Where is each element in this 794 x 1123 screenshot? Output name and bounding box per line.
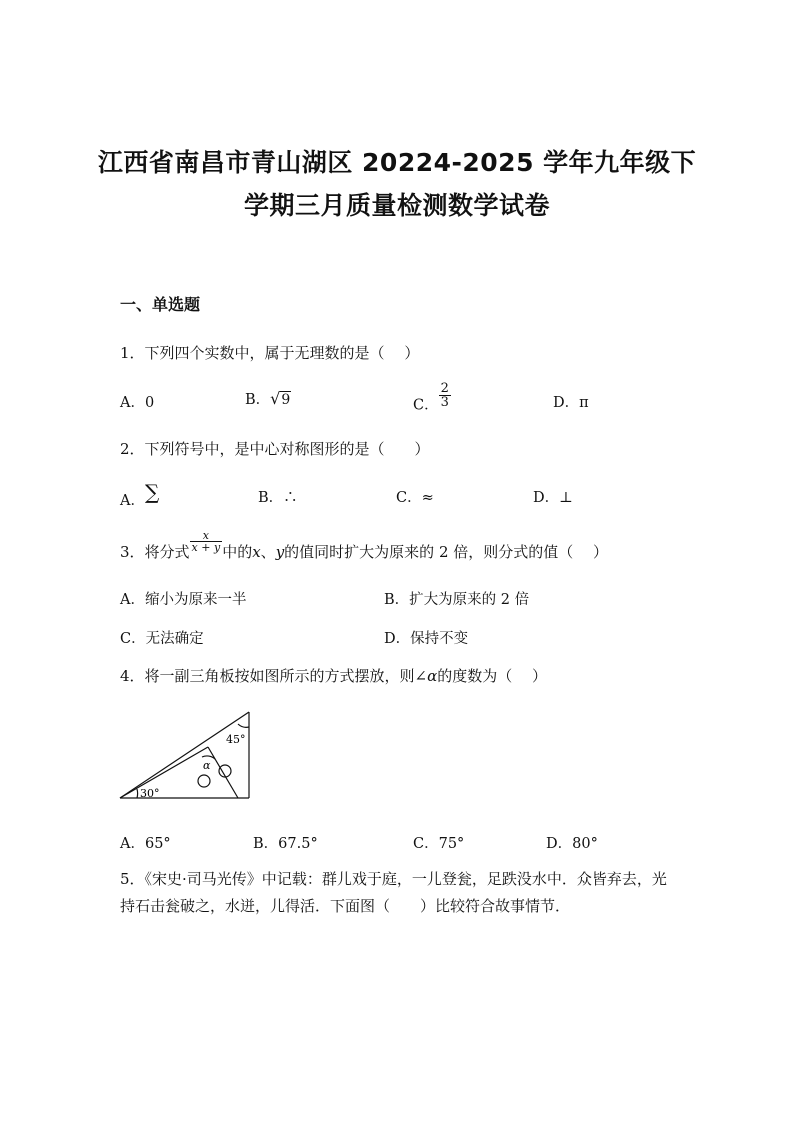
question-2-option-b: B．∴ — [258, 490, 298, 506]
alpha-symbol: α — [427, 667, 438, 685]
question-4-option-d: D．80° — [546, 836, 598, 852]
angle-label-45: 45° — [226, 733, 246, 746]
separator: 、 — [260, 543, 276, 561]
question-2-option-d: D．⊥ — [533, 490, 573, 506]
triangle-hole-1 — [198, 775, 210, 787]
angle-arc-45 — [238, 724, 249, 727]
question-3-option-d: D．保持不变 — [384, 631, 469, 647]
short-leg-30 — [208, 747, 238, 798]
angle-arc-30 — [137, 789, 138, 798]
hypotenuse-30 — [120, 747, 208, 798]
stem-text: 的度数为（ ） — [437, 667, 548, 685]
stem-text: 4．将一副三角板按如图所示的方式摆放，则∠ — [120, 667, 428, 685]
stem-text: 中的 — [222, 543, 253, 561]
variable-x: x — [252, 543, 261, 561]
question-1-option-a: A．0 — [120, 395, 155, 411]
question-3-option-a: A．缩小为原来一半 — [120, 592, 247, 608]
question-5-stem: 5．《宋史·司马光传》中记载：群儿戏于庭，一儿登瓮，足跌没水中．众皆弃去，光持石击瓮破之，水迸，儿得活．下面图（ ）比较符合故事情节． — [120, 870, 667, 915]
fraction — [190, 530, 223, 553]
angle-label-alpha: α — [203, 759, 211, 772]
question-3-stem — [120, 530, 608, 562]
variable-y: y — [275, 543, 285, 561]
question-4-option-c: C．75° — [413, 836, 465, 852]
question-4-option-a: A．65° — [120, 836, 171, 852]
question-2-stem: 2．下列符号中，是中心对称图形的是（ ） — [120, 440, 430, 458]
sqrt-symbol: √9 — [270, 389, 291, 408]
question-3-option-c: C．无法确定 — [120, 631, 204, 647]
question-3-option-b: B．扩大为原来的 2 倍 — [384, 592, 530, 608]
option-label: B． — [245, 392, 271, 408]
angle-label-30: 30° — [140, 787, 160, 800]
stem-text: 的值同时扩大为原来的 2 倍，则分式的值（ ） — [284, 543, 609, 561]
title-line-1: 江西省南昌市青山湖区 20224-2025 学年九年级下 — [97, 148, 697, 177]
radicand: 9 — [281, 392, 291, 408]
question-4-stem — [120, 665, 547, 686]
question-2-option-c: C．≈ — [396, 490, 434, 506]
title-line-2: 学期三月质量检测数学试卷 — [243, 191, 550, 220]
fraction-numerator: 2 — [440, 381, 449, 396]
question-4-option-b: B．67.5° — [253, 836, 318, 852]
section-heading: 一、单选题 — [120, 295, 201, 314]
question-1-option-b — [245, 388, 291, 409]
question-1-option-d: D．π — [553, 395, 589, 411]
fraction — [439, 382, 451, 409]
question-1-option-c — [413, 382, 451, 415]
question-1-stem: 1．下列四个实数中，属于无理数的是（ ） — [120, 344, 420, 362]
stem-text: 3．将分式 — [120, 543, 190, 561]
option-label: A． — [120, 493, 145, 509]
fraction-denominator: 3 — [440, 395, 449, 410]
sigma-symbol: ∑ — [144, 480, 160, 504]
triangle-set-figure — [115, 705, 260, 805]
hypotenuse-45 — [120, 712, 249, 798]
option-label: C． — [413, 397, 439, 414]
fraction-denominator: x + y — [191, 541, 221, 554]
question-2-option-a — [120, 480, 159, 510]
fraction-numerator: x — [190, 530, 223, 542]
